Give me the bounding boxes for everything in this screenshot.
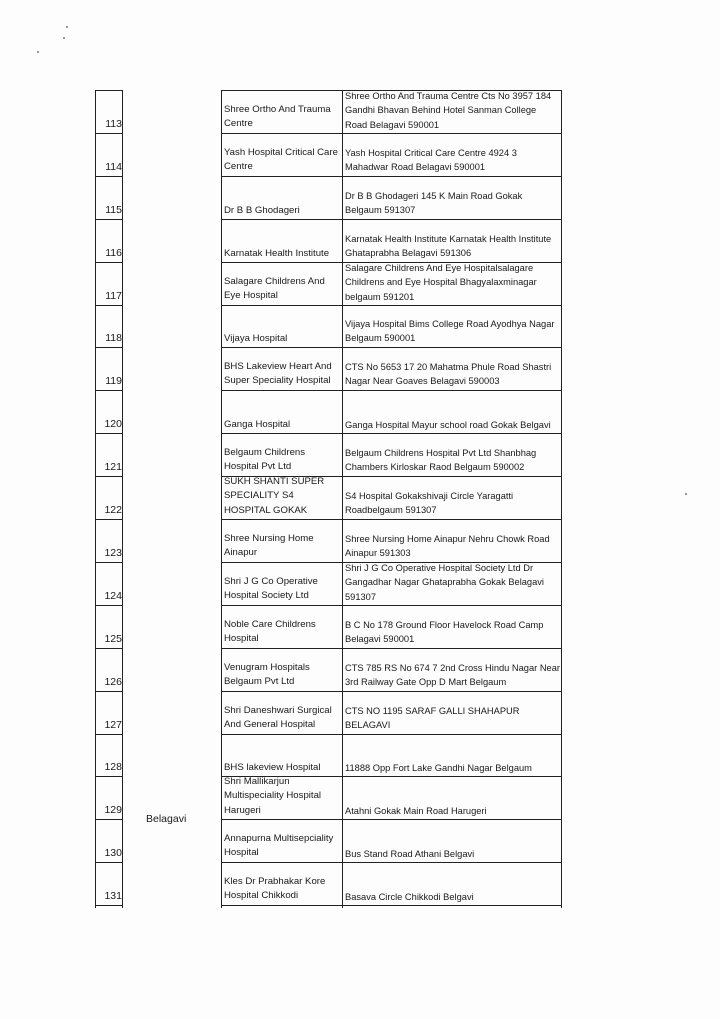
hospital-name: BHS lakeview Hospital [224, 762, 321, 773]
hospital-name: Noble Care Childrens Hospital [224, 619, 316, 645]
district-label: Belagavi [146, 813, 187, 825]
hospital-name: Annapurna Multisepciality Hospital [224, 833, 334, 859]
hospital-name: Ganga Hospital [224, 419, 291, 430]
row-border [221, 862, 562, 863]
row-number: 119 [105, 375, 122, 387]
hospital-name: Shri Mallikarjun Multispeciality Hospital Harugeri [224, 776, 322, 816]
row-border [221, 133, 562, 134]
hospital-address: 11888 Opp Fort Lake Gandhi Nagar Belgaum [345, 763, 532, 773]
row-border [95, 905, 123, 906]
hospital-address: Basava Circle Chikkodi Belgavi [345, 892, 474, 902]
hospital-name: Vijaya Hospital [224, 333, 288, 344]
hospital-name: Shri Daneshwari Surgical And General Hospital [224, 705, 332, 731]
hospital-name: Shree Ortho And Trauma Centre [224, 104, 331, 130]
hospital-address: CTS NO 1195 SARAF GALLI SHAHAPUR BELAGAVI [345, 706, 520, 731]
row-number: 123 [104, 547, 122, 559]
row-border [95, 819, 123, 820]
row-number: 115 [105, 204, 122, 216]
hospital-name: BHS Lakeview Heart And Super Speciality Hospital [224, 361, 332, 387]
row-number: 120 [104, 418, 122, 430]
row-border [95, 433, 123, 434]
row-border [221, 905, 562, 906]
hospital-address: Belgaum Childrens Hospital Pvt Ltd Shanbhag Chambers Kirloskar Raod Belgaum 590002 [345, 448, 537, 473]
row-number: 116 [105, 247, 122, 259]
row-border [95, 133, 123, 134]
row-border [95, 605, 123, 606]
hospital-name: Shri J G Co Operative Hospital Society Ltd [224, 576, 318, 602]
row-border [221, 176, 562, 177]
row-border [221, 734, 562, 735]
hospital-name: Venugram Hospitals Belgaum Pvt Ltd [224, 662, 310, 688]
hospital-name: Shree Nursing Home Ainapur [224, 533, 314, 559]
row-border [95, 90, 123, 91]
row-border [221, 819, 562, 820]
row-border [221, 605, 562, 606]
hospital-name: Salagare Childrens And Eye Hospital [224, 276, 325, 302]
row-border [95, 519, 123, 520]
table-right-border [561, 90, 562, 908]
row-number: 122 [104, 504, 122, 516]
row-border [221, 347, 562, 348]
row-number: 118 [105, 332, 122, 344]
row-border [221, 219, 562, 220]
hospital-address: B C No 178 Ground Floor Havelock Road Camp Belagavi 590001 [345, 620, 544, 645]
row-border [95, 734, 123, 735]
row-border [95, 562, 123, 563]
hospital-address: Atahni Gokak Main Road Harugeri [345, 806, 487, 816]
row-number: 124 [104, 590, 122, 602]
row-border [95, 305, 123, 306]
row-border [95, 776, 123, 777]
row-border [95, 476, 123, 477]
hospital-address: Dr B B Ghodageri 145 K Main Road Gokak Belgaum 591307 [345, 191, 523, 216]
row-border [221, 390, 562, 391]
hospital-address: S4 Hospital Gokakshivaji Circle Yaragatti Roadbelgaum 591307 [345, 491, 514, 516]
hospital-name: Dr B B Ghodageri [224, 205, 300, 216]
row-border [95, 691, 123, 692]
row-number: 117 [105, 290, 122, 302]
scan-speck [66, 26, 68, 28]
row-number: 121 [104, 461, 122, 473]
hospital-name: Yash Hospital Critical Care Centre [224, 147, 338, 173]
hospital-name: Kles Dr Prabhakar Kore Hospital Chikkodi [224, 876, 326, 902]
hospital-address: Salagare Childrens And Eye Hospitalsalagare Childrens and Eye Hospital Bhagyalaxminagar belgaum 591201 [345, 263, 537, 302]
row-border [221, 691, 562, 692]
row-border [95, 176, 123, 177]
row-border [95, 219, 123, 220]
hospital-address: Yash Hospital Critical Care Centre 4924 3 Mahadwar Road Belagavi 590001 [345, 148, 517, 173]
hospital-address: Bus Stand Road Athani Belgavi [345, 849, 475, 859]
row-border [95, 390, 123, 391]
scan-speck [37, 51, 39, 53]
scan-speck [63, 37, 65, 39]
row-border [95, 862, 123, 863]
row-border [95, 347, 123, 348]
row-number: 125 [104, 633, 122, 645]
row-border [95, 262, 123, 263]
hospital-address: CTS No 5653 17 20 Mahatma Phule Road Shastri Nagar Near Goaves Belagavi 590003 [345, 362, 552, 387]
row-number: 128 [104, 761, 122, 773]
row-number: 126 [104, 676, 122, 688]
row-number: 127 [104, 719, 122, 731]
hospital-address: Ganga Hospital Mayur school road Gokak Belgavi [345, 420, 551, 430]
hospital-address: CTS 785 RS No 674 7 2nd Cross Hindu Nagar Near 3rd Railway Gate Opp D Mart Belgaum [345, 663, 560, 688]
row-border [221, 648, 562, 649]
row-border [221, 519, 562, 520]
hospital-name: SUKH SHANTI SUPER SPECIALITY S4 HOSPITAL GOKAK [224, 476, 325, 516]
scan-speck [685, 493, 687, 495]
row-number: 131 [104, 890, 122, 902]
row-number: 130 [104, 847, 122, 859]
hospital-name: Karnatak Health Institute [224, 248, 330, 259]
hospital-address: Vijaya Hospital Bims College Road Ayodhya Nagar Belgaum 590001 [345, 319, 555, 344]
hospital-address: Shree Ortho And Trauma Centre Cts No 3957 184 Gandhi Bhavan Behind Hotel Sanman College Road Belagavi 590001 [345, 91, 552, 130]
number-column-divider [122, 90, 123, 908]
row-border [95, 648, 123, 649]
hospital-address: Karnatak Health Institute Karnatak Health Institute Ghataprabha Belagavi 591306 [345, 234, 552, 259]
row-border [221, 433, 562, 434]
row-number: 129 [104, 804, 122, 816]
hospital-address: Shree Nursing Home Ainapur Nehru Chowk Road Ainapur 591303 [345, 534, 550, 559]
row-number: 113 [105, 118, 122, 130]
hospital-name: Belgaum Childrens Hospital Pvt Ltd [224, 447, 306, 473]
row-border [221, 305, 562, 306]
name-column-left-border [221, 90, 222, 908]
row-number: 114 [105, 161, 122, 173]
hospital-address: Shri J G Co Operative Hospital Society Ltd Dr Gangadhar Nagar Ghataprabha Gokak Belagavi 591307 [345, 563, 544, 602]
name-column-divider [342, 90, 343, 908]
